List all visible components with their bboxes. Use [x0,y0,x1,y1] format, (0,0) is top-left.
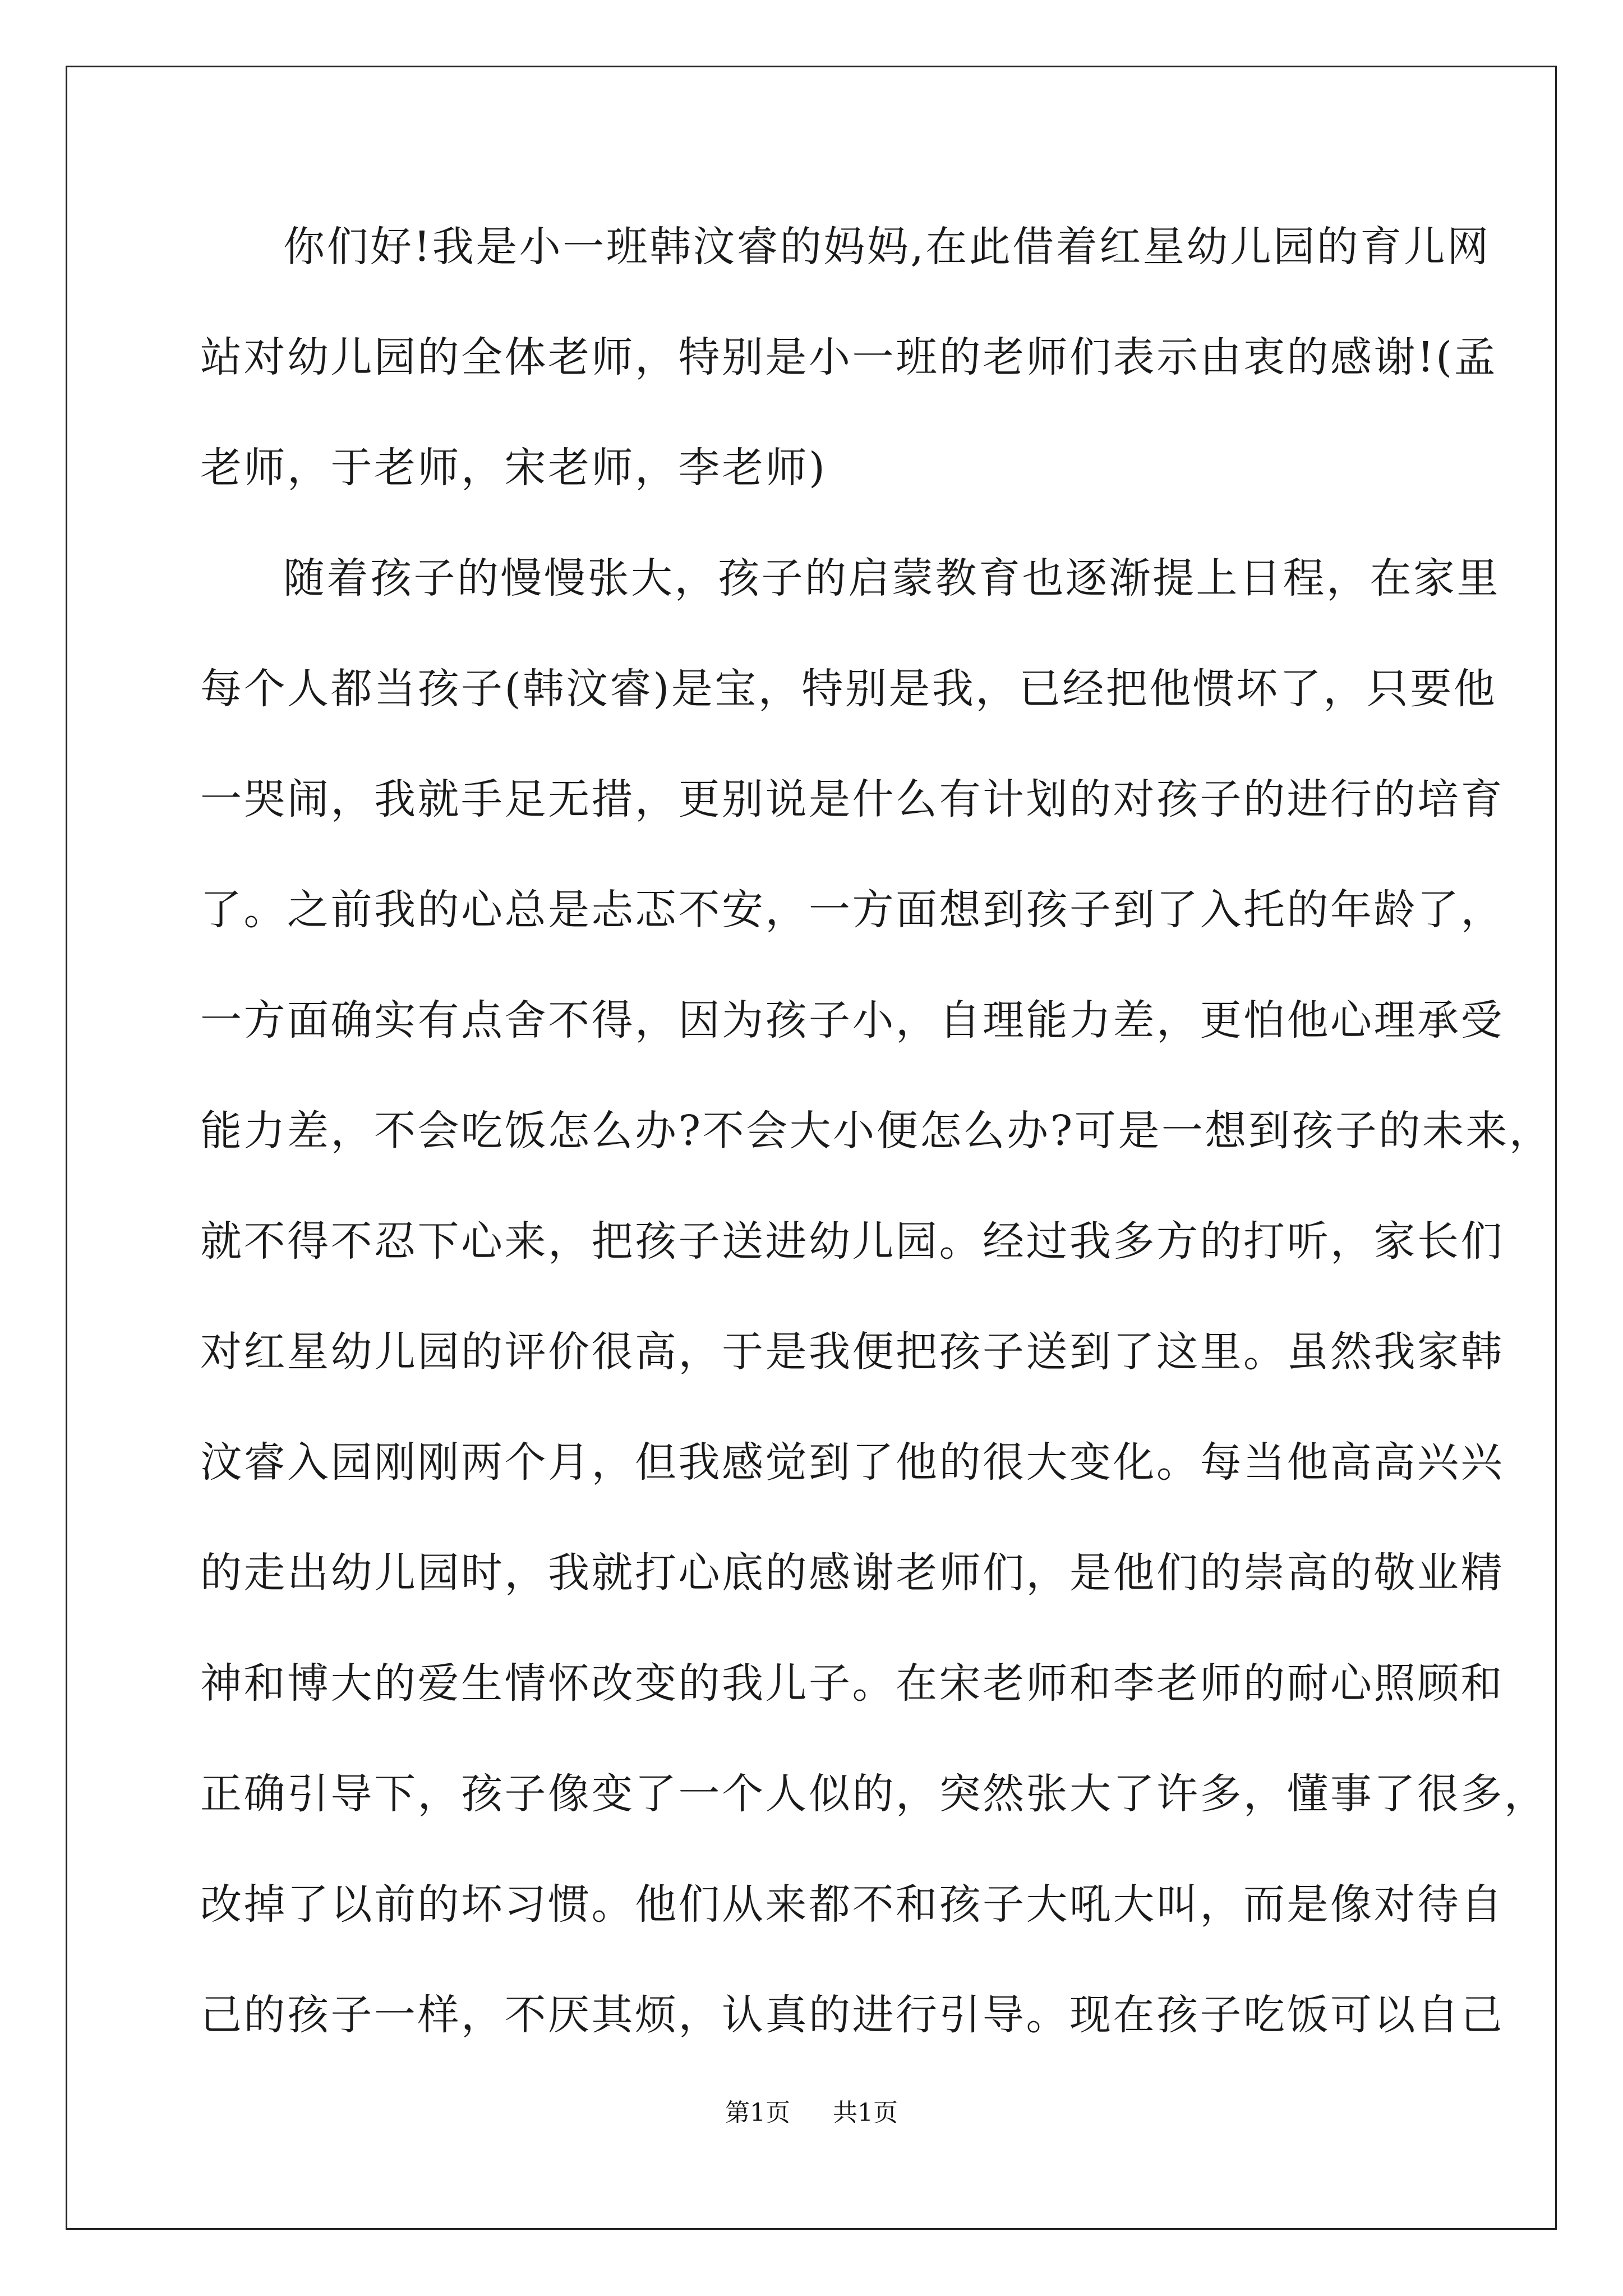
paragraph-2-line-5: 一方面确实有点舍不得，因为孩子小，自理能力差，更怕他心理承受 [200,996,1504,1045]
paragraph-1-line-3: 老师，于老师，宋老师，李老师) [200,444,827,492]
paragraph-2-line-11: 神和博大的爱生情怀改变的我儿子。在宋老师和李老师的耐心照顾和 [200,1659,1504,1708]
paragraph-2-line-2: 每个人都当孩子(韩汶睿)是宝，特别是我，已经把他惯坏了，只要他 [200,665,1497,713]
page-total: 共1页 [833,2099,898,2127]
paragraph-2-line-6: 能力差，不会吃饭怎么办?不会大小便怎么办?可是一想到孩子的未来， [200,1107,1553,1155]
letter-body [200,213,1553,2092]
paragraph-2-line-1: 随着孩子的慢慢张大，孩子的启蒙教育也逐渐提上日程，在家里 [283,554,1500,602]
paragraph-2-line-12: 正确引导下，孩子像变了一个人似的，突然张大了许多，懂事了很多， [200,1770,1548,1818]
paragraph-2-line-4: 了。之前我的心总是忐忑不安，一方面想到孩子到了入托的年龄了， [200,886,1504,934]
paragraph-2-line-13: 改掉了以前的坏习惯。他们从来都不和孩子大吼大叫，而是像对待自 [200,1880,1504,1929]
page-footer [0,2092,1623,2128]
paragraph-2-line-14: 己的孩子一样，不厌其烦，认真的进行引导。现在孩子吃饭可以自己 [200,1991,1504,2039]
paragraph-1-line-1: 你们好!我是小一班韩汶睿的妈妈,在此借着红星幼儿园的育儿网 [283,223,1491,271]
page-number: 第1页 [725,2099,790,2127]
paragraph-2-line-7: 就不得不忍下心来，把孩子送进幼儿园。经过我多方的打听，家长们 [200,1217,1504,1266]
paragraph-2-line-3: 一哭闹，我就手足无措，更别说是什么有计划的对孩子的进行的培育 [200,775,1504,823]
paragraph-1-line-2: 站对幼儿园的全体老师，特别是小一班的老师们表示由衷的感谢!(孟 [200,333,1498,381]
paragraph-2-line-10: 的走出幼儿园时，我就打心底的感谢老师们，是他们的崇高的敬业精 [200,1549,1504,1597]
paragraph-2-line-8: 对红星幼儿园的评价很高，于是我便把孩子送到了这里。虽然我家韩 [200,1328,1504,1376]
paragraph-2-line-9: 汶睿入园刚刚两个月，但我感觉到了他的很大变化。每当他高高兴兴 [200,1438,1504,1487]
